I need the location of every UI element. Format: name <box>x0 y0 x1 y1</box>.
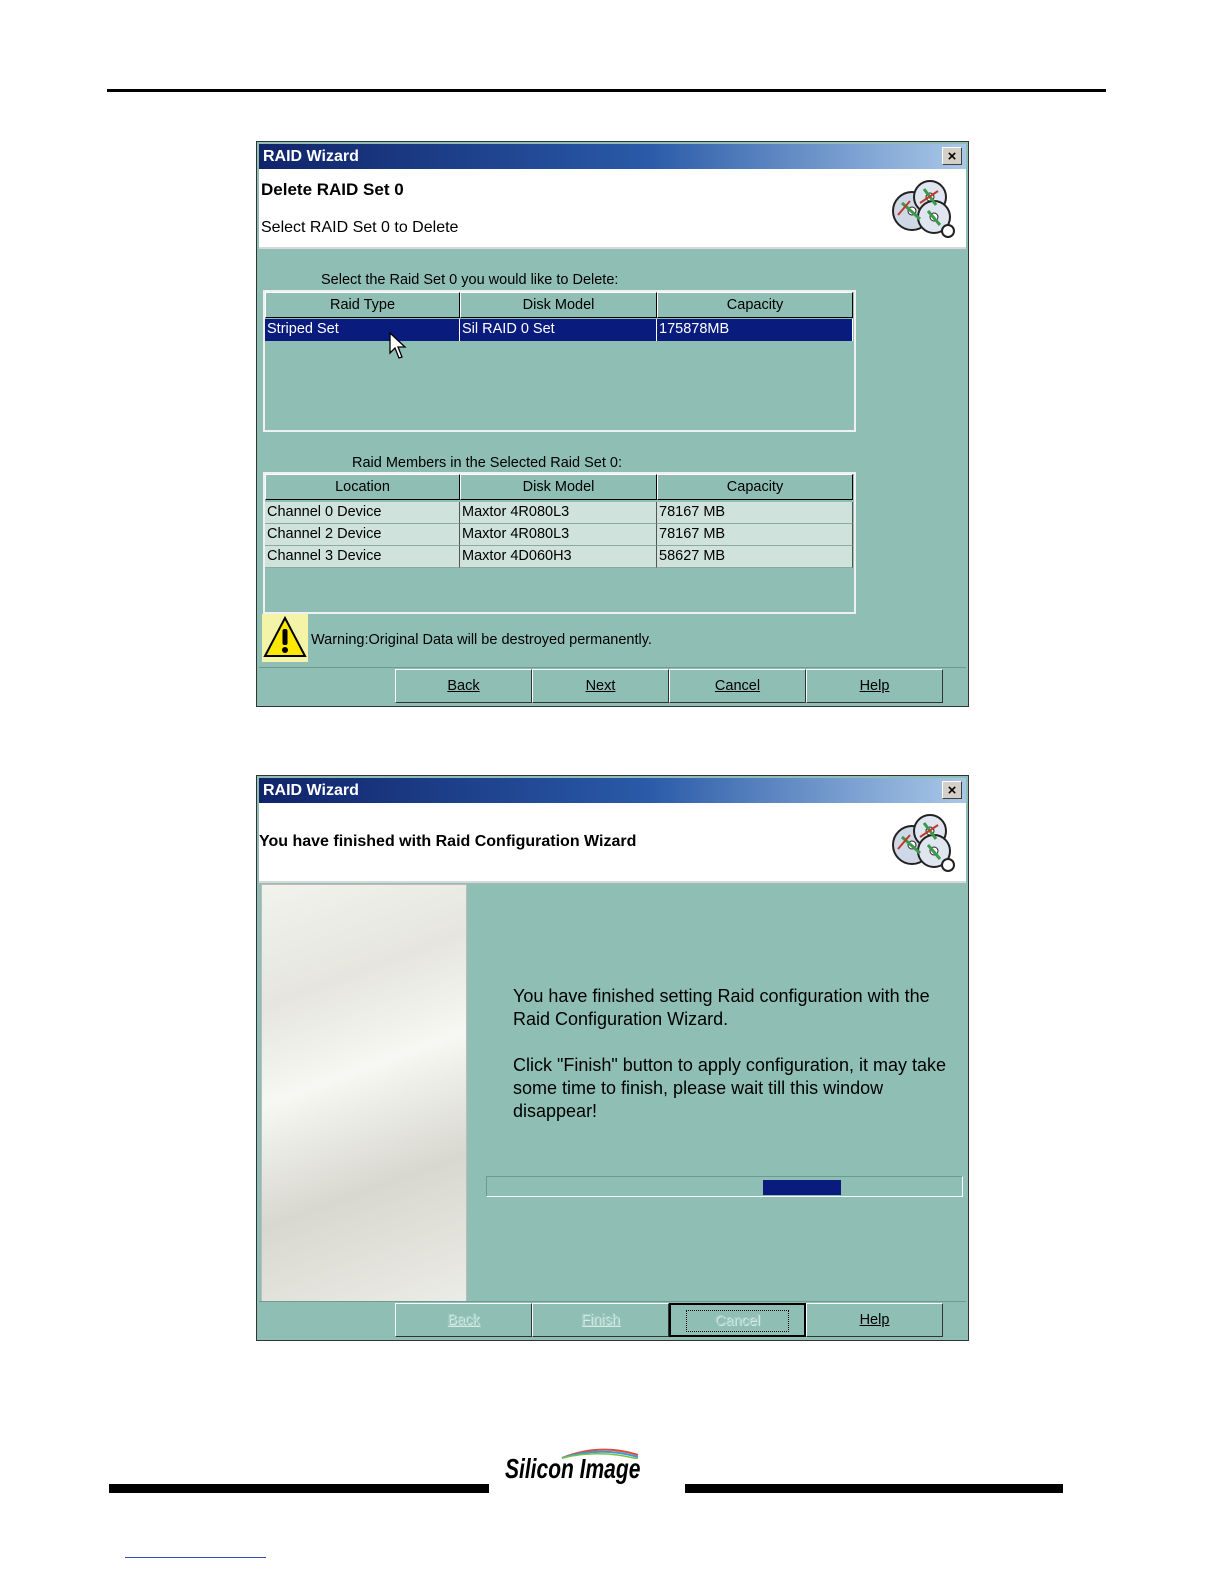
cell-disk-model: Sil RAID 0 Set <box>460 319 657 341</box>
cell-disk-model: Maxtor 4D060H3 <box>460 546 657 568</box>
progress-bar <box>486 1176 963 1197</box>
button-bar <box>259 1301 966 1338</box>
progress-indicator <box>763 1180 841 1195</box>
brand-logo: Silicon Image <box>505 1453 641 1484</box>
page-title: You have finished with Raid Configuration Wizard <box>259 833 637 850</box>
cell-location: Channel 0 Device <box>265 502 460 524</box>
raid-disks-icon <box>890 175 958 241</box>
page-title: Delete RAID Set 0 <box>261 180 404 199</box>
cell-location: Channel 2 Device <box>265 524 460 546</box>
back-button[interactable]: Back <box>395 669 532 703</box>
raid-wizard-finish-window <box>256 775 969 1341</box>
button-bar <box>259 667 966 704</box>
table-row[interactable] <box>265 524 853 546</box>
mouse-cursor-icon <box>389 332 407 360</box>
window-title: RAID Wizard <box>263 148 359 165</box>
table-header <box>265 474 853 500</box>
warning-message: Warning:Original Data will be destroyed permanently. <box>311 632 652 648</box>
cancel-button[interactable]: Cancel <box>669 669 806 703</box>
close-button[interactable]: × <box>942 781 962 799</box>
cell-location: Channel 3 Device <box>265 546 460 568</box>
title-bar[interactable] <box>259 144 966 169</box>
cell-capacity: 78167 MB <box>657 502 853 524</box>
cell-capacity: 175878MB <box>657 319 853 341</box>
column-header-capacity[interactable]: Capacity <box>657 474 853 500</box>
footer-link-underline[interactable] <box>125 1557 266 1558</box>
footer-rule-right <box>685 1484 1063 1493</box>
column-header-raid-type[interactable]: Raid Type <box>265 292 460 318</box>
page-subtitle: Select RAID Set 0 to Delete <box>261 219 459 236</box>
raid-disks-icon <box>890 809 958 875</box>
cell-capacity: 58627 MB <box>657 546 853 568</box>
cancel-button[interactable]: Cancel <box>669 1303 806 1337</box>
cell-capacity: 78167 MB <box>657 524 853 546</box>
help-button[interactable]: Help <box>806 669 943 703</box>
footer-rule-left <box>109 1484 489 1493</box>
members-table[interactable] <box>263 472 856 614</box>
raidset-table[interactable] <box>263 290 856 432</box>
table-header <box>265 292 853 318</box>
cell-disk-model: Maxtor 4R080L3 <box>460 502 657 524</box>
header-rule <box>107 89 1106 92</box>
raidset-select-label: Select the Raid Set 0 you would like to Delete: <box>321 272 619 288</box>
column-header-disk-model[interactable]: Disk Model <box>460 474 657 500</box>
column-header-location[interactable]: Location <box>265 474 460 500</box>
table-row-selected[interactable] <box>265 319 853 341</box>
finish-message: You have finished setting Raid configuration with the Raid Configuration Wizard. <box>513 986 930 1029</box>
title-bar[interactable] <box>259 778 966 803</box>
next-button[interactable]: Next <box>532 669 669 703</box>
column-header-disk-model[interactable]: Disk Model <box>460 292 657 318</box>
close-button[interactable]: × <box>942 147 962 165</box>
table-row[interactable] <box>265 502 853 524</box>
cell-raid-type: Striped Set <box>265 319 460 341</box>
finish-button[interactable]: Finish <box>532 1303 669 1337</box>
help-button[interactable]: Help <box>806 1303 943 1337</box>
back-button[interactable]: Back <box>395 1303 532 1337</box>
finish-instructions: Click "Finish" button to apply configuration, it may take some time to finish, please wait till this window disappear! <box>513 1055 946 1121</box>
table-row[interactable] <box>265 546 853 568</box>
window-title: RAID Wizard <box>263 782 359 799</box>
wizard-side-image <box>261 884 467 1302</box>
wizard-header <box>259 803 966 883</box>
wizard-header <box>259 169 966 249</box>
cell-disk-model: Maxtor 4R080L3 <box>460 524 657 546</box>
members-label: Raid Members in the Selected Raid Set 0: <box>352 455 622 471</box>
raid-wizard-delete-window <box>256 141 969 707</box>
warning-icon <box>262 614 308 662</box>
column-header-capacity[interactable]: Capacity <box>657 292 853 318</box>
